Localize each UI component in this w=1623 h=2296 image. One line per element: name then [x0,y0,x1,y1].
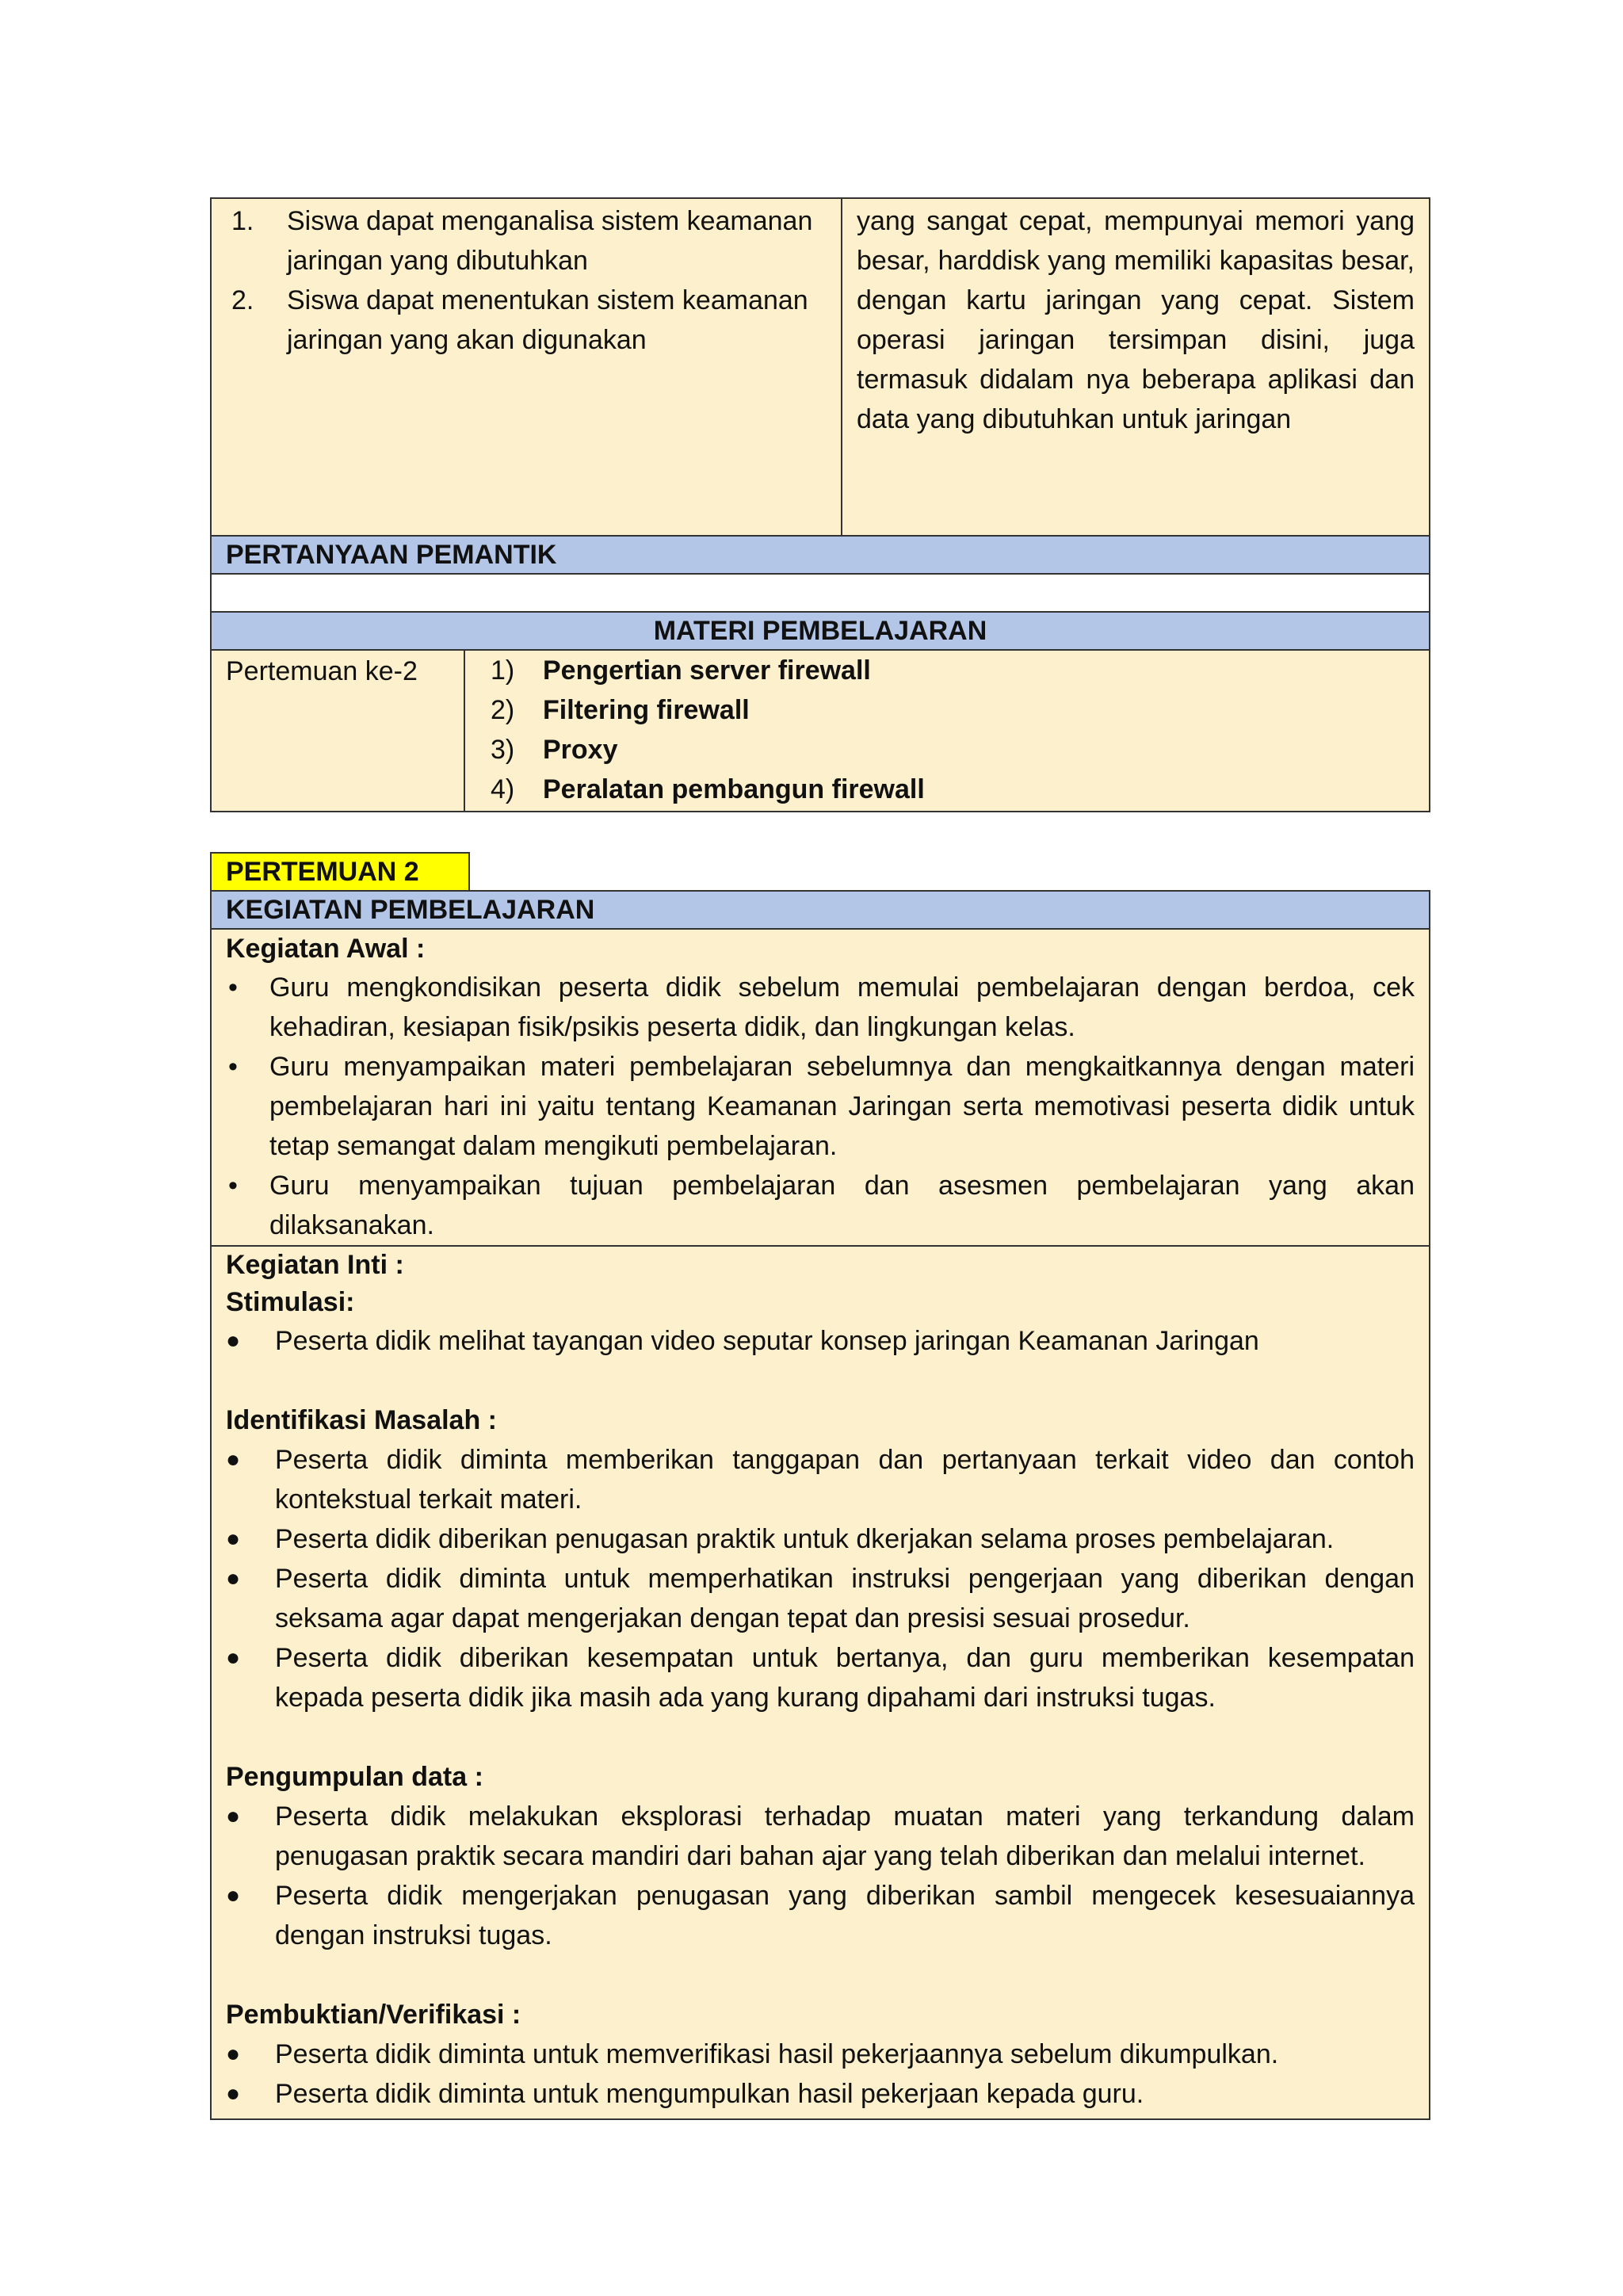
list-item: • Guru menyampaikan materi pembelajaran sebelumnya dan mengkaitkannya dengan materi pembelajaran hari ini yaitu tentang Keamanan Jaringan serta memotivasi peserta didik untuk tetap semangat dalam mengikuti pembelajaran. [269,1047,1415,1166]
list-item: ● Peserta didik diminta memberikan tanggapan dan pertanyaan terkait video dan contoh kontekstual terkait materi. [275,1440,1415,1519]
kegiatan-awal-cell [210,928,1430,1247]
section-title-stimulasi: Stimulasi: [226,1287,355,1317]
kegiatan-awal-list [226,968,1415,1245]
meeting-label: Pertemuan ke-2 [226,656,418,686]
list-item: • Guru mengkondisikan peserta didik sebelum memulai pembelajaran dengan berdoa, cek kehadiran, kesiapan fisik/psikis peserta didik, dan lingkungan kelas. [269,968,1415,1047]
list-item: ● Peserta didik mengerjakan penugasan yang diberikan sambil mengecek kesesuaiannya dengan instruksi tugas. [275,1876,1415,1955]
materi-item: 1) Pengertian server firewall [491,655,871,686]
materi-item: 3) Proxy [491,735,618,765]
identifikasi-list [226,1440,1415,1717]
meeting-cell [210,649,465,812]
section-title-identifikasi: Identifikasi Masalah : [226,1405,497,1435]
materi-list [465,651,1429,809]
kegiatan-inti-title: Kegiatan Inti : [226,1250,404,1280]
section-title-pengumpulan: Pengumpulan data : [226,1762,483,1792]
stimulasi-list [226,1321,1415,1361]
list-item: ● Peserta didik diberikan kesempatan untuk bertanya, dan guru memberikan kesempatan kepada peserta didik jika masih ada yang kurang dipahami dari instruksi tugas. [275,1638,1415,1717]
pertanyaan-header: PERTANYAAN PEMANTIK [210,535,1430,575]
objectives-cell [210,197,842,537]
list-item: ● Peserta didik diberikan penugasan praktik untuk dkerjakan selama proses pembelajaran. [275,1519,1415,1559]
objectives-list [212,201,833,360]
objective-item: 2. Siswa dapat menentukan sistem keamanan jaringan yang akan digunakan [231,285,808,355]
pertemuan-label: PERTEMUAN 2 [210,852,470,892]
list-item: ● Peserta didik melakukan eksplorasi terhadap muatan materi yang terkandung dalam penugasan praktik secara mandiri dari bahan ajar yang telah diberikan dan melalui internet. [275,1797,1415,1876]
materi-header: MATERI PEMBELAJARAN [210,611,1430,651]
materi-items-cell [464,649,1430,812]
pengumpulan-list [226,1797,1415,1955]
materi-item: 4) Peralatan pembangun firewall [491,774,925,804]
list-item: ● Peserta didik diminta untuk mengumpulkan hasil pekerjaan kepada guru. [275,2074,1415,2114]
list-item: ● Peserta didik diminta untuk memverifikasi hasil pekerjaannya sebelum dikumpulkan. [275,2034,1415,2074]
kegiatan-awal-title: Kegiatan Awal : [226,934,426,964]
description-text: yang sangat cepat, mempunyai memori yang besar, harddisk yang memiliki kapasitas besar, dengan kartu jaringan yang cepat. Sistem operasi jaringan tersimpan disini, juga termasuk didalam nya beberapa aplikasi dan data yang dibutuhkan untuk jaringan [857,206,1415,434]
section-title-pembuktian: Pembuktian/Verifikasi : [226,2000,521,2030]
objective-item: 1. Siswa dapat menganalisa sistem keamanan jaringan yang dibutuhkan [231,206,813,276]
list-item: ● Peserta didik diminta untuk memperhatikan instruksi pengerjaan yang diberikan dengan seksama agar dapat mengerjakan dengan tepat dan presisi sesuai prosedur. [275,1559,1415,1638]
list-item: ● Peserta didik melihat tayangan video seputar konsep jaringan Keamanan Jaringan [275,1321,1415,1361]
description-cell [841,197,1430,537]
kegiatan-header: KEGIATAN PEMBELAJARAN [210,890,1430,930]
kegiatan-inti-cell [210,1245,1430,2120]
pertanyaan-content [210,573,1430,613]
materi-item: 2) Filtering firewall [491,695,750,725]
list-item: • Guru menyampaikan tujuan pembelajaran dan asesmen pembelajaran yang akan dilaksanakan. [269,1166,1415,1245]
pembuktian-list [226,2034,1415,2114]
